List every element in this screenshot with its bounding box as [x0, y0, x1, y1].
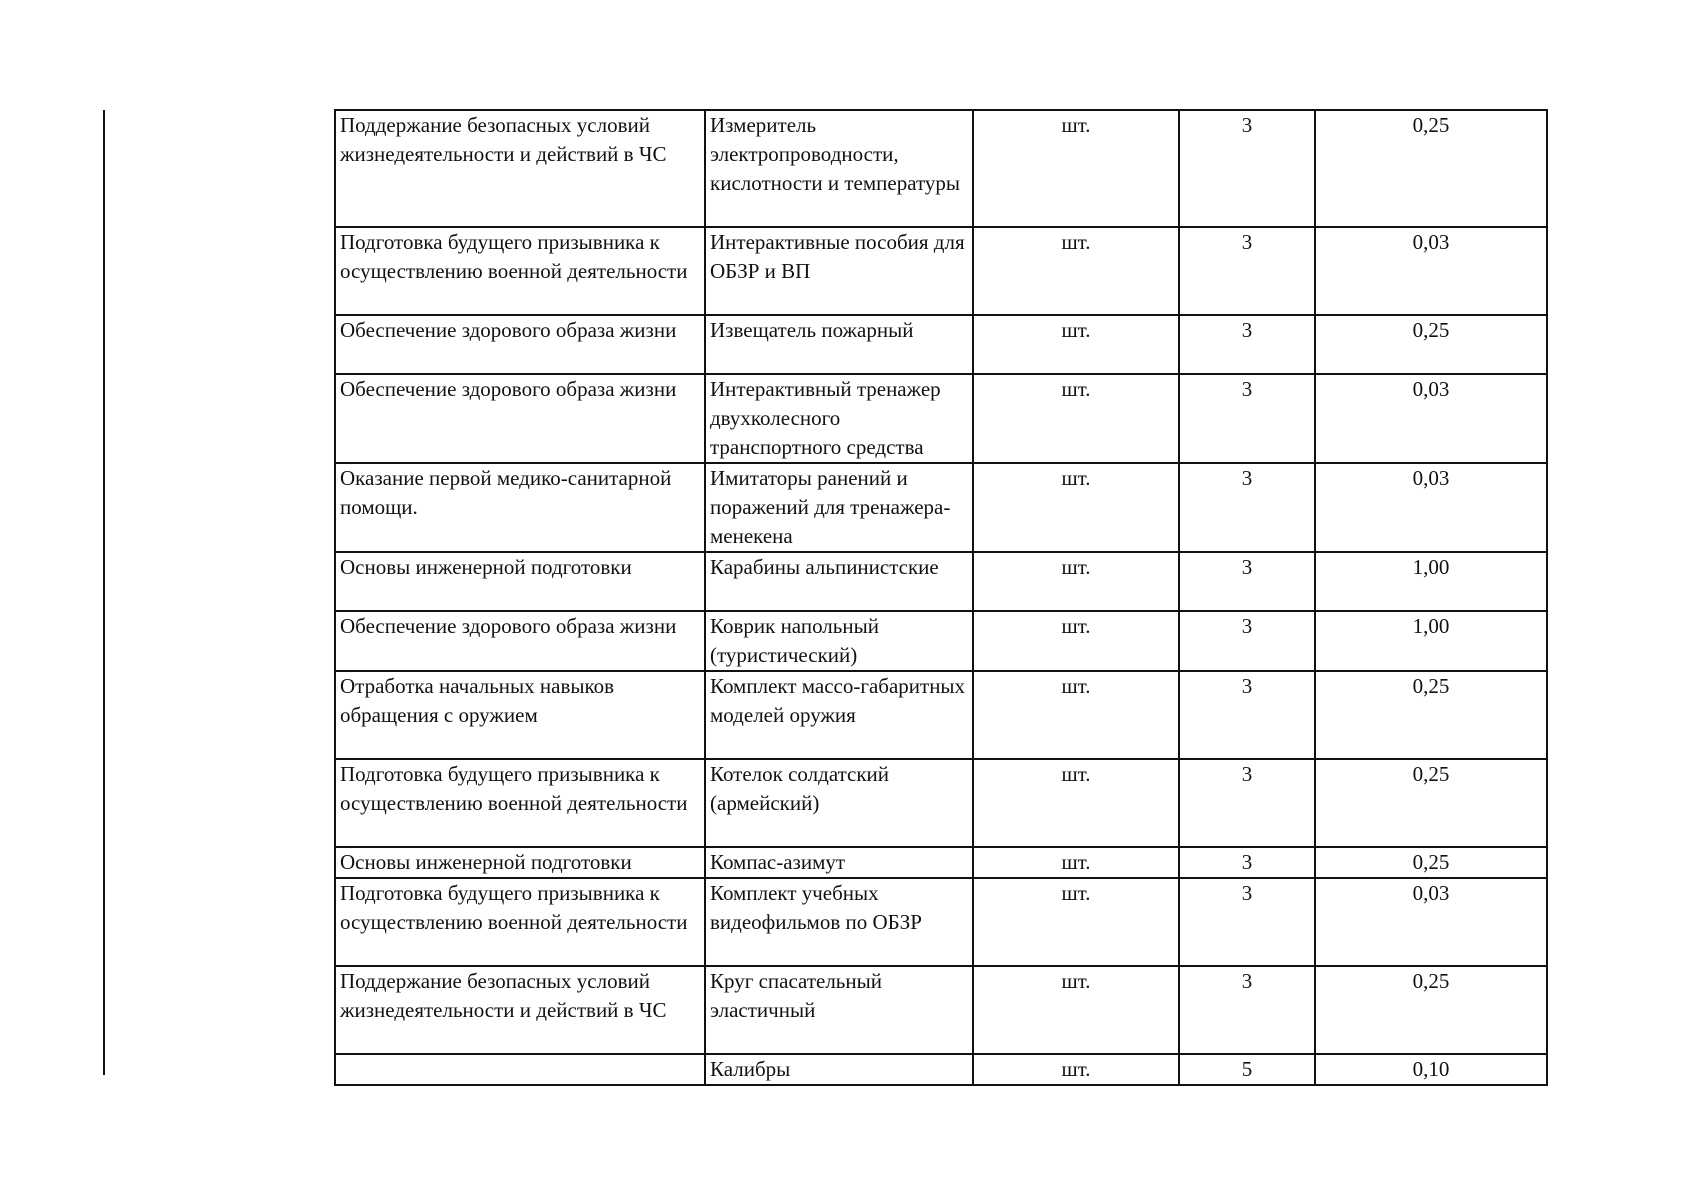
topic-cell: Подготовка будущего призывника к осуществлению военной деятельности [335, 878, 705, 966]
table-row [335, 671, 1547, 759]
table-row [335, 878, 1547, 966]
item-cell: Коврик напольный (туристический) [705, 611, 973, 671]
item-cell: Комплект массо-габаритных моделей оружия [705, 671, 973, 759]
unit-cell: шт. [973, 878, 1179, 966]
qty-cell: 3 [1179, 552, 1315, 611]
left-margin-line [103, 110, 105, 1075]
coef-cell: 0,25 [1315, 110, 1547, 227]
coef-cell: 0,10 [1315, 1054, 1547, 1085]
table-row [335, 463, 1547, 552]
table-row [335, 374, 1547, 463]
coef-cell: 1,00 [1315, 611, 1547, 671]
item-cell: Калибры [705, 1054, 973, 1085]
equipment-table [334, 109, 1548, 1086]
unit-cell: шт. [973, 552, 1179, 611]
coef-cell: 0,25 [1315, 759, 1547, 847]
coef-cell: 0,03 [1315, 374, 1547, 463]
coef-cell: 0,03 [1315, 463, 1547, 552]
unit-cell: шт. [973, 966, 1179, 1054]
table-row [335, 966, 1547, 1054]
unit-cell: шт. [973, 227, 1179, 315]
topic-cell: Отработка начальных навыков обращения с оружием [335, 671, 705, 759]
item-cell: Компас-азимут [705, 847, 973, 878]
topic-cell: Оказание первой медико-санитарной помощи. [335, 463, 705, 552]
unit-cell: шт. [973, 671, 1179, 759]
table-row [335, 759, 1547, 847]
unit-cell: шт. [973, 374, 1179, 463]
coef-cell: 0,03 [1315, 227, 1547, 315]
qty-cell: 5 [1179, 1054, 1315, 1085]
item-cell: Имитаторы ранений и поражений для тренажера-менекена [705, 463, 973, 552]
item-cell: Карабины альпинистские [705, 552, 973, 611]
topic-cell: Обеспечение здорового образа жизни [335, 611, 705, 671]
coef-cell: 0,03 [1315, 878, 1547, 966]
unit-cell: шт. [973, 110, 1179, 227]
qty-cell: 3 [1179, 671, 1315, 759]
unit-cell: шт. [973, 611, 1179, 671]
qty-cell: 3 [1179, 878, 1315, 966]
qty-cell: 3 [1179, 611, 1315, 671]
qty-cell: 3 [1179, 110, 1315, 227]
item-cell: Измеритель электропроводности, кислотности и температуры [705, 110, 973, 227]
topic-cell [335, 1054, 705, 1085]
unit-cell: шт. [973, 759, 1179, 847]
coef-cell: 1,00 [1315, 552, 1547, 611]
qty-cell: 3 [1179, 227, 1315, 315]
item-cell: Интерактивные пособия для ОБЗР и ВП [705, 227, 973, 315]
qty-cell: 3 [1179, 315, 1315, 374]
qty-cell: 3 [1179, 463, 1315, 552]
topic-cell: Обеспечение здорового образа жизни [335, 315, 705, 374]
qty-cell: 3 [1179, 966, 1315, 1054]
topic-cell: Обеспечение здорового образа жизни [335, 374, 705, 463]
item-cell: Котелок солдатский (армейский) [705, 759, 973, 847]
unit-cell: шт. [973, 847, 1179, 878]
topic-cell: Поддержание безопасных условий жизнедеятельности и действий в ЧС [335, 966, 705, 1054]
topic-cell: Подготовка будущего призывника к осуществлению военной деятельности [335, 227, 705, 315]
item-cell: Круг спасательный эластичный [705, 966, 973, 1054]
qty-cell: 3 [1179, 374, 1315, 463]
qty-cell: 3 [1179, 847, 1315, 878]
coef-cell: 0,25 [1315, 966, 1547, 1054]
unit-cell: шт. [973, 315, 1179, 374]
table-row [335, 1054, 1547, 1085]
topic-cell: Основы инженерной подготовки [335, 552, 705, 611]
table-row [335, 110, 1547, 227]
topic-cell: Основы инженерной подготовки [335, 847, 705, 878]
coef-cell: 0,25 [1315, 847, 1547, 878]
table-row [335, 552, 1547, 611]
unit-cell: шт. [973, 463, 1179, 552]
topic-cell: Подготовка будущего призывника к осуществлению военной деятельности [335, 759, 705, 847]
qty-cell: 3 [1179, 759, 1315, 847]
table-row [335, 847, 1547, 878]
item-cell: Комплект учебных видеофильмов по ОБЗР [705, 878, 973, 966]
unit-cell: шт. [973, 1054, 1179, 1085]
item-cell: Извещатель пожарный [705, 315, 973, 374]
coef-cell: 0,25 [1315, 671, 1547, 759]
topic-cell: Поддержание безопасных условий жизнедеятельности и действий в ЧС [335, 110, 705, 227]
coef-cell: 0,25 [1315, 315, 1547, 374]
table-row [335, 611, 1547, 671]
item-cell: Интерактивный тренажер двухколесного транспортного средства [705, 374, 973, 463]
table-row [335, 315, 1547, 374]
table-row [335, 227, 1547, 315]
